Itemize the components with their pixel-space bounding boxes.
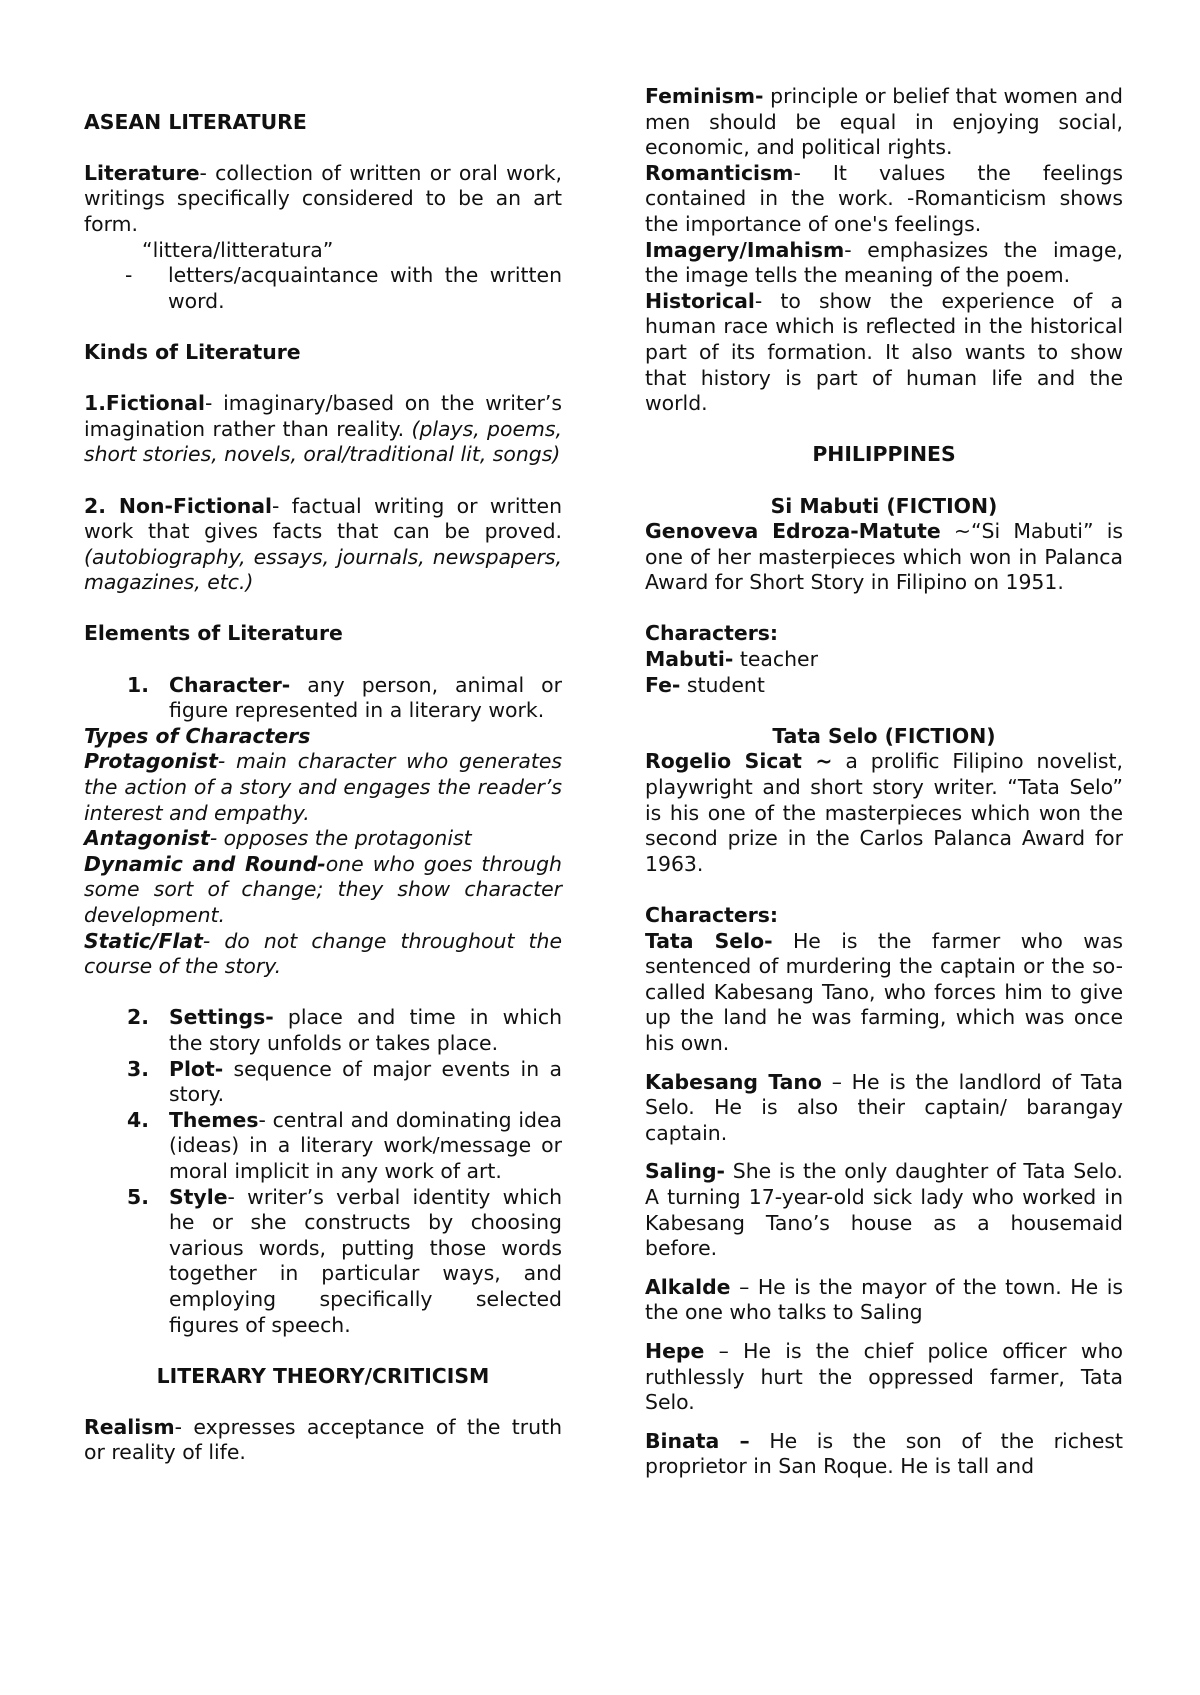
elements-list-part1 <box>84 673 562 724</box>
list-item: 1. Character- any person, animal or figure represented in a literary work. <box>127 672 562 723</box>
story2-character: Saling- She is the only daughter of Tata Selo. A turning 17-year-old sick lady who worked in Kabesang Tano’s house as a housemaid before. <box>645 1159 1123 1261</box>
nonfictional-definition: 2. Non-Fictional- factual writing or written work that gives facts that can be proved. (autobiography, essays, journals, newspapers, magazines, etc.) <box>84 493 563 595</box>
imagery-definition: Imagery/Imahism- emphasizes the image, the image tells the meaning of the poem. <box>645 237 1123 288</box>
philippines-heading: PHILIPPINES <box>812 442 956 467</box>
theory-heading: LITERARY THEORY/CRITICISM <box>156 1363 490 1388</box>
right-column <box>645 84 1123 1480</box>
etymology: “littera/litteratura” <box>142 237 334 262</box>
feminism-definition: Feminism- principle or belief that women and men should be equal in enjoying social, economic, and political rights. <box>645 84 1123 160</box>
dynamic-definition: Dynamic and Round-one who goes through some sort of change; they show character development. <box>84 851 562 927</box>
fictional-definition: 1.Fictional- imaginary/based on the writer’s imagination rather than reality. (plays, poems, short stories, novels, oral/traditional lit, songs) <box>84 391 562 467</box>
story1-title: Si Mabuti (FICTION) <box>770 493 998 518</box>
story2-title: Tata Selo (FICTION) <box>772 723 996 748</box>
document-title: ASEAN LITERATURE <box>84 109 307 134</box>
static-definition: Static/Flat- do not change throughout the course of the story. <box>84 928 562 979</box>
story2-description: Rogelio Sicat ~ a prolific Filipino novelist, playwright and short story writer. “Tata Selo” is his one of the masterpieces which won the second prize in the Carlos Palanca Award for 1963. <box>645 749 1123 876</box>
story2-characters-heading: Characters: <box>645 903 779 927</box>
story2-character: Kabesang Tano – He is the landlord of Tata Selo. He is also their captain/ barangay captain. <box>645 1069 1123 1145</box>
elements-list-part2 <box>84 1005 562 1338</box>
historical-definition: Historical- to show the experience of a human race which is reflected in the historical part of its formation. It also wants to show that history is part of human life and the world. <box>645 288 1123 416</box>
protagonist-definition: Protagonist- main character who generates the action of a story and engages the reader’s interest and empathy. <box>84 749 562 825</box>
story1-character: Mabuti- teacher <box>645 647 818 672</box>
story1-description: Genoveva Edroza-Matute ~“Si Mabuti” is one of her masterpieces which won in Palanca Award for Short Story in Filipino on 1951. <box>645 519 1124 595</box>
list-item: 4. Themes- central and dominating idea (ideas) in a literary work/message or moral implicit in any work of art. <box>127 1107 562 1183</box>
story2-character: Hepe – He is the chief police officer who ruthlessly hurt the oppressed farmer, Tata Selo. <box>645 1338 1123 1415</box>
list-item: 5. Style- writer’s verbal identity which he or she constructs by choosing various words, putting those words together in particular ways, and employing specifically selected figures of speech. <box>127 1184 562 1337</box>
story2-character: Binata – He is the son of the richest proprietor in San Roque. He is tall and <box>645 1428 1123 1479</box>
realism-definition: Realism- expresses acceptance of the truth or reality of life. <box>84 1414 562 1465</box>
romanticism-definition: Romanticism- It values the feelings contained in the work. -Romanticism shows the importance of one's feelings. <box>645 160 1123 236</box>
etymology-meaning: - letters/acquaintance with the written word. <box>125 263 562 313</box>
left-column <box>84 84 562 1466</box>
story2-character: Tata Selo- He is the farmer who was sentenced of murdering the captain or the so-called Kabesang Tano, who forces him to give up the land he was farming, which was once his own. <box>645 928 1124 1055</box>
list-item: 2. Settings- place and time in which the story unfolds or takes place. <box>127 1005 562 1055</box>
list-item: 3. Plot- sequence of major events in a story. <box>127 1056 562 1107</box>
elements-heading: Elements of Literature <box>84 621 343 646</box>
kinds-heading: Kinds of Literature <box>84 339 301 364</box>
types-heading: Types of Characters <box>84 723 311 748</box>
antagonist-definition: Antagonist- opposes the protagonist <box>84 826 472 851</box>
story1-character: Fe- student <box>645 672 765 697</box>
story1-characters-heading: Characters: <box>645 621 779 646</box>
literature-definition: Literature- collection of written or oral work, writings specifically considered to be an art form. <box>84 160 562 236</box>
story2-character: Alkalde – He is the mayor of the town. He is the one who talks to Saling <box>645 1274 1123 1325</box>
